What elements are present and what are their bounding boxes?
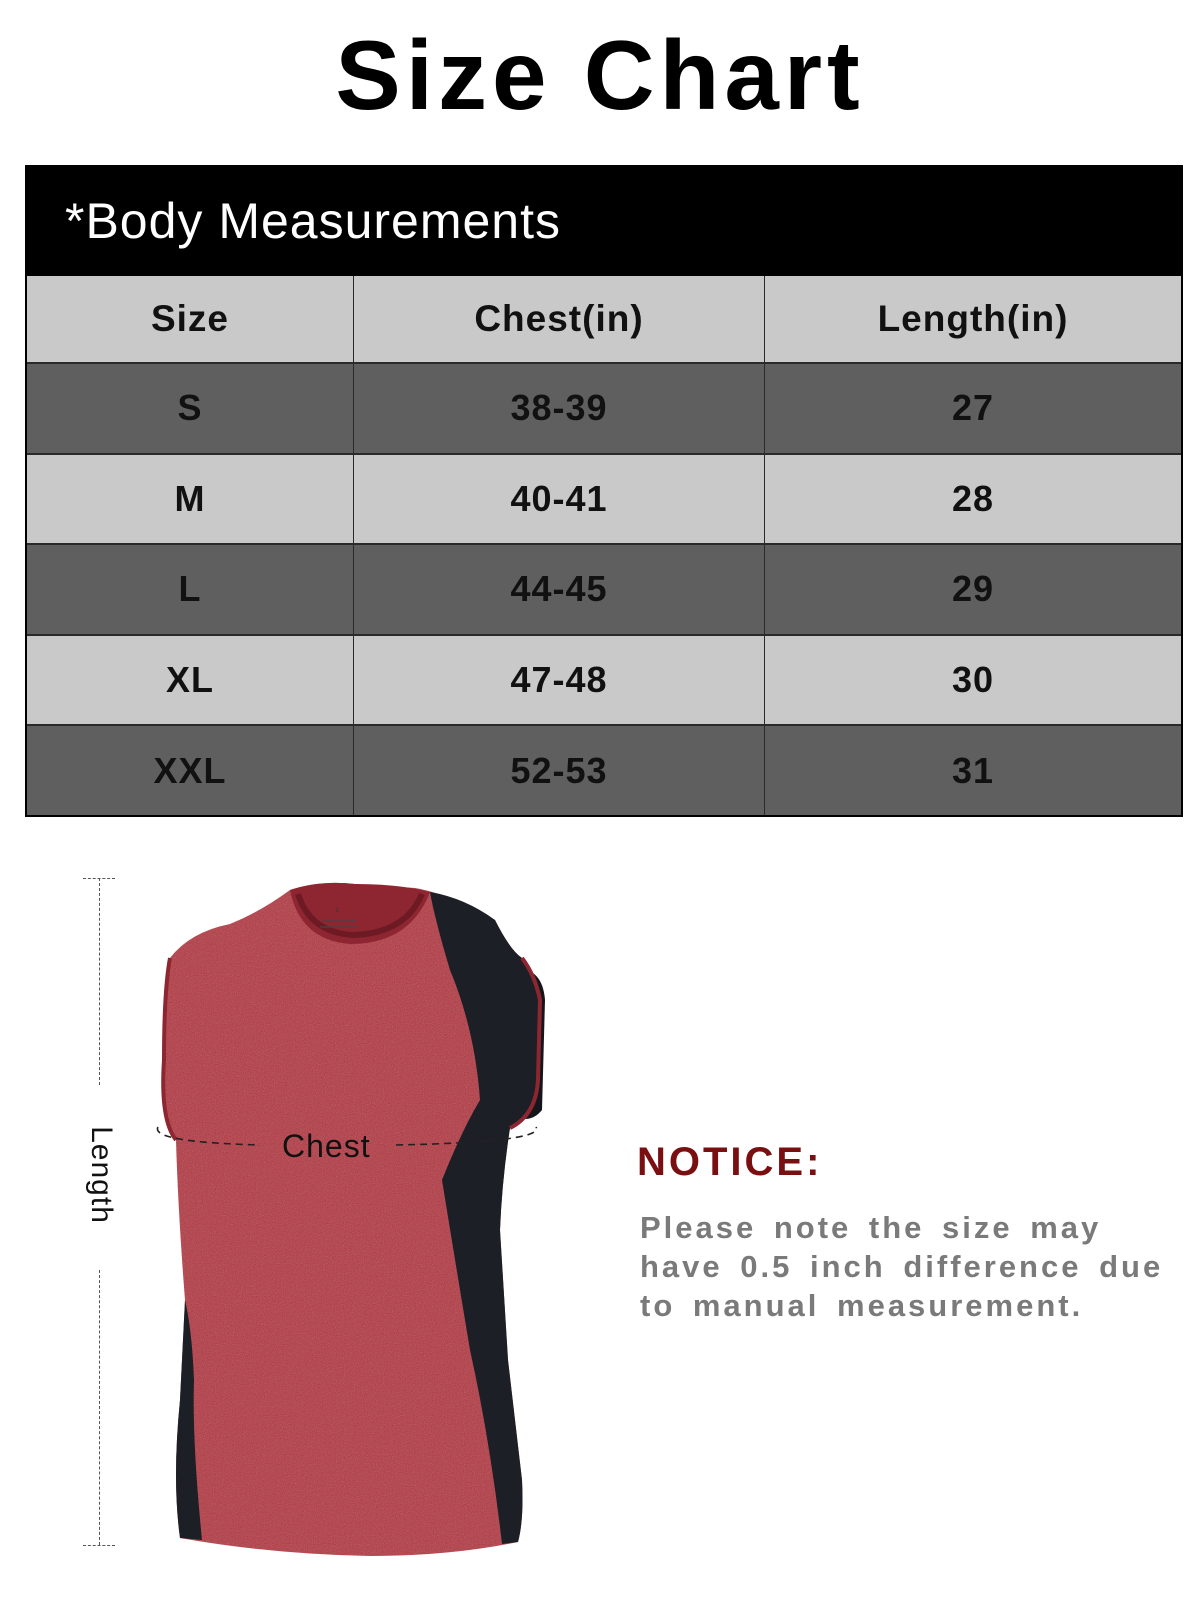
length-label: Length bbox=[85, 1126, 118, 1224]
table-grid bbox=[27, 276, 1181, 815]
column-header-chest: Chest(in) bbox=[354, 276, 764, 362]
column-header-length: Length(in) bbox=[765, 276, 1181, 362]
tank-top-image bbox=[150, 880, 570, 1560]
size-cell: XL bbox=[27, 636, 353, 725]
size-cell: XXL bbox=[27, 726, 353, 815]
length-cell: 30 bbox=[765, 636, 1181, 725]
chest-cell: 47-48 bbox=[354, 636, 764, 725]
notice-text: Please note the size may have 0.5 inch difference due to manual measurement. bbox=[640, 1210, 1164, 1323]
chest-cell: 44-45 bbox=[354, 545, 764, 634]
chest-cell: 40-41 bbox=[354, 455, 764, 544]
size-cell: S bbox=[27, 364, 353, 453]
notice-title: NOTICE: bbox=[637, 1140, 823, 1184]
measurement-table bbox=[25, 165, 1183, 817]
page-title: Size Chart bbox=[335, 20, 865, 130]
svg-text:L: L bbox=[336, 907, 340, 914]
table-header: *Body Measurements bbox=[27, 167, 1181, 276]
chest-cell: 38-39 bbox=[354, 364, 764, 453]
column-header-size: Size bbox=[27, 276, 353, 362]
size-cell: L bbox=[27, 545, 353, 634]
length-cell: 28 bbox=[765, 455, 1181, 544]
length-cell: 29 bbox=[765, 545, 1181, 634]
chest-cell: 52-53 bbox=[354, 726, 764, 815]
length-cell: 27 bbox=[765, 364, 1181, 453]
size-cell: M bbox=[27, 455, 353, 544]
chest-label: Chest bbox=[282, 1128, 371, 1164]
length-line-lower bbox=[99, 1270, 100, 1545]
length-line-upper bbox=[99, 878, 100, 1085]
length-bottom-tick bbox=[83, 1545, 115, 1546]
length-cell: 31 bbox=[765, 726, 1181, 815]
